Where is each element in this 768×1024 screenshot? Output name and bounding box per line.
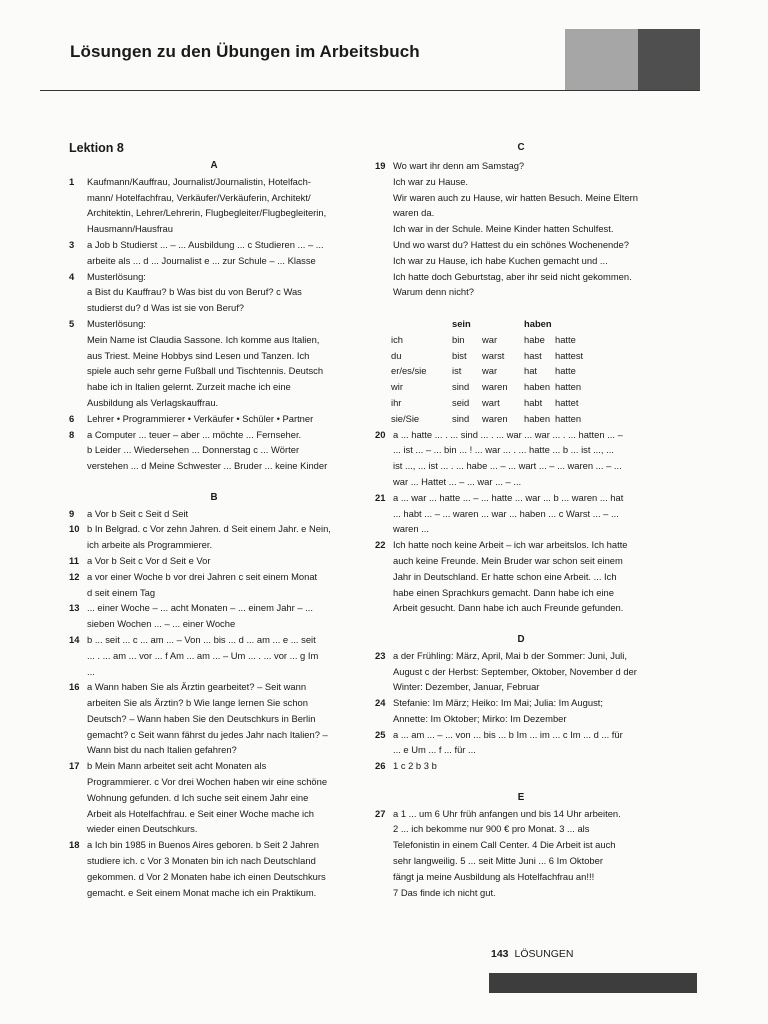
page-title: Lösungen zu den Übungen im Arbeitsbuch (70, 42, 420, 61)
exercise-10 (69, 521, 359, 553)
spacer (375, 616, 667, 632)
exercise-4 (69, 269, 359, 316)
table-cell: seid (452, 396, 470, 408)
table-row (391, 411, 583, 427)
exercise-text: a Computer ... teuer – aber ... möchte ... Fernseher. b Leider ... Wiedersehen ... Donnerstag c ... Wörter verstehen ... d Meine Schwester ... Bruder ... keine Kinder (87, 428, 328, 472)
header-decor-block-dark (638, 29, 700, 90)
exercise-number: 27 (375, 807, 386, 819)
table-header-cell (555, 316, 583, 332)
table-cell: haben (524, 412, 551, 424)
exercise-number: 23 (375, 649, 386, 661)
exercise-number: 16 (69, 681, 80, 693)
exercise-number: 26 (375, 760, 386, 772)
header-decor-block-light (565, 29, 638, 90)
exercise-16 (69, 679, 359, 758)
exercise-number: 22 (375, 539, 386, 551)
table-cell: er/es/sie (391, 365, 427, 377)
exercise-27 (375, 806, 667, 901)
exercise-text: ... einer Woche – ... acht Monaten – ... einem Jahr – ... sieben Wochen ... – ... einer Woche (87, 602, 313, 630)
exercise-text: Musterlösung: Mein Name ist Claudia Sassone. Ich komme aus Italien, aus Triest. Meine Hobbys sind Lesen und Tanzen. Ich spiele auch sehr gerne Fußball und Tischtennis. Deutsch habe ich in Italien gelernt. Zurzeit mache ich eine Ausbildung als Verlagskauffrau. (87, 317, 324, 408)
table-header-sein: sein (452, 317, 471, 329)
table-header-row (391, 316, 583, 332)
exercise-number: 17 (69, 760, 80, 772)
exercise-number: 19 (375, 160, 386, 171)
exercise-text: b In Belgrad. c Vor zehn Jahren. d Seit einem Jahr. e Nein, ich arbeite als Programmierer. (87, 523, 331, 551)
table-cell: ihr (391, 396, 402, 408)
section-e-heading: E (517, 791, 525, 803)
exercise-number: 12 (69, 570, 80, 582)
exercise-6 (69, 411, 359, 427)
table-cell: hattet (555, 396, 579, 408)
page-footer (491, 948, 573, 960)
exercise-text: b ... seit ... c ... am ... – Von ... bis ... d ... am ... e ... seit ... . ... am ... vor ... f Am ... am ... – Um ... . ... vor ... g Im ... (87, 633, 319, 677)
table-cell: war (482, 333, 498, 345)
exercise-text: Ich hatte noch keine Arbeit – ich war arbeitslos. Ich hatte auch keine Freunde. Mein Bruder war schon seit einem Jahr in Deutschland. Er hatte schon eine Arbeit. ... Ich habe einen Sprachkurs gemacht. Dann habe ich eine Arbeit gesucht. Dann habe ich auch Freunde gefunden. (393, 539, 628, 614)
exercise-23 (375, 648, 667, 695)
exercise-1 (69, 174, 359, 237)
exercise-number: 14 (69, 633, 80, 645)
exercise-20 (375, 427, 667, 490)
section-b-heading: B (210, 491, 218, 503)
exercise-5 (69, 316, 359, 411)
exercise-text: Kaufmann/Kauffrau, Journalist/Journalistin, Hotelfach- mann/ Hotelfachfrau, Verkäufer/Verkäuferin, Architekt/ Architektin, Lehrer/Lehrerin, Flugbegleiter/Flugbegleiterin, Hausmann/Hausfrau (87, 175, 327, 235)
exercise-number: 3 (69, 238, 75, 250)
table-header-cell (391, 316, 452, 332)
table-cell: sie/Sie (391, 412, 420, 424)
exercise-14 (69, 632, 359, 679)
exercise-8 (69, 427, 359, 474)
exercise-number: 1 (69, 175, 75, 187)
exercise-9 (69, 506, 359, 522)
table-row (391, 332, 583, 348)
table-cell: habe (524, 333, 545, 345)
exercise-text: a ... am ... – ... von ... bis ... b Im ... im ... c Im ... d ... für ... e Um ... f ... für ... (393, 728, 623, 756)
table-cell: hattest (555, 349, 584, 361)
table-cell: hatte (555, 365, 576, 377)
exercise-number: 8 (69, 428, 75, 440)
table-cell: hat (524, 365, 538, 377)
exercise-text: Stefanie: Im März; Heiko: Im Mai; Julia: Im August; Annette: Im Oktober; Mirko: Im Dezember (393, 697, 603, 724)
exercise-text: 1 c 2 b 3 b (393, 760, 437, 772)
exercise-number: 5 (69, 317, 75, 329)
table-cell: wir (391, 381, 403, 393)
exercise-number: 6 (69, 412, 75, 424)
table-header-cell (482, 316, 524, 332)
exercise-text: a Vor b Seit c Seit d Seit (87, 507, 189, 519)
exercise-text: a ... hatte ... . ... sind ... . ... war ... war ... . ... hatten ... – ... ist ... – ... bin ... ! ... war ... . ... hatte ... b ... ist ..., ... ist ..., ... ist ... . ... habe ... – ... wart ... – ... waren ... – ... war ... Hattet ... – ... war ... – ... (393, 428, 623, 487)
exercise-number: 9 (69, 507, 75, 519)
table-cell: bin (452, 333, 465, 345)
table-cell: sind (452, 412, 470, 424)
exercise-26 (375, 758, 667, 774)
page-number: 143 (491, 948, 509, 960)
lesson-title: Lektion 8 (69, 141, 124, 155)
exercise-number: 25 (375, 728, 386, 740)
table-row (391, 363, 583, 379)
exercise-number: 11 (69, 554, 79, 566)
exercise-text: b Mein Mann arbeitet seit acht Monaten als Programmierer. c Vor drei Wochen haben wir eine schöne Wohnung gefunden. d Ich suche seit einem Jahr eine Arbeit als Hotelfachfrau. e Seit einer Woche mache ich wieder einen Deutschkurs. (87, 760, 328, 835)
footer-label: LÖSUNGEN (514, 948, 574, 960)
spacer (375, 774, 667, 790)
table-cell: bist (452, 349, 467, 361)
exercise-number: 20 (375, 428, 386, 440)
table-cell: habt (524, 396, 543, 408)
exercise-text: Lehrer • Programmierer • Verkäufer • Schüler • Partner (87, 412, 314, 424)
exercise-text: a Ich bin 1985 in Buenos Aires geboren. b Seit 2 Jahren studiere ich. c Vor 3 Monaten bin ich nach Deutschland gekommen. d Vor 2 Monaten habe ich einen Deutschkurs gemacht. e Seit einem Monat mache ich ein Praktikum. (87, 839, 326, 898)
spacer (69, 474, 359, 490)
table-cell: warst (482, 349, 505, 361)
table-cell: ist (452, 365, 462, 377)
table-cell: du (391, 349, 402, 361)
table-cell: hatten (555, 412, 582, 424)
table-header-haben: haben (524, 317, 552, 329)
exercise-21 (375, 490, 667, 537)
exercise-number: 21 (375, 491, 386, 503)
exercise-22 (375, 537, 667, 616)
exercise-number: 18 (69, 839, 80, 851)
table-cell: hast (524, 349, 542, 361)
table-cell: waren (482, 412, 508, 424)
exercise-text: a vor einer Woche b vor drei Jahren c seit einem Monat d seit einem Tag (87, 570, 318, 598)
exercise-number: 24 (375, 697, 386, 709)
table-row (391, 348, 583, 364)
footer-decor-bar (489, 973, 697, 993)
exercise-number: 10 (69, 523, 80, 535)
exercise-text: a Wann haben Sie als Ärztin gearbeitet? – Seit wann arbeiten Sie als Ärztin? b Wie lange lernen Sie schon Deutsch? – Wann haben Sie den Deutschkurs in Berlin gemacht? c Seit wann fährst du jedes Jahr nach Italien? – Wann bist du nach Italien gefahren? (87, 681, 328, 756)
section-c-heading: C (517, 142, 525, 153)
table-row (391, 395, 583, 411)
exercise-number: 4 (69, 270, 75, 282)
table-cell: wart (482, 396, 500, 408)
spacer (375, 300, 667, 316)
table-cell: ich (391, 333, 403, 345)
exercise-text: Wo wart ihr denn am Samstag? Ich war zu Hause. Wir waren auch zu Hause, wir hatten Besuch. Meine Eltern waren da. Ich war in der Schule. Meine Kinder hatten Schulfest. Und wo warst du? Hattest du ein schönes Wochenende? Ich war zu Hause, ich habe Kuchen gemacht und ... Ich hatte doch Geburtstag, aber ihr seid nicht gekommen. Warum denn nicht? (393, 160, 638, 298)
exercise-13 (69, 600, 359, 632)
right-column (375, 140, 667, 900)
exercise-19 (375, 158, 667, 300)
section-d-heading: D (517, 633, 525, 645)
table-cell: sind (452, 381, 470, 393)
left-column (69, 140, 359, 900)
header-rule (40, 90, 700, 91)
table-cell: hatten (555, 381, 582, 393)
exercise-number: 13 (69, 602, 80, 614)
table-cell: haben (524, 381, 551, 393)
table-cell: waren (482, 381, 508, 393)
exercise-18 (69, 837, 359, 900)
exercise-25 (375, 727, 667, 759)
table-cell: hatte (555, 333, 576, 345)
exercise-text: Musterlösung: a Bist du Kauffrau? b Was bist du von Beruf? c Was studierst du? d Was ist sie von Beruf? (87, 270, 302, 314)
exercise-text: a Vor b Seit c Vor d Seit e Vor (87, 554, 211, 566)
exercise-text: a Job b Studierst ... – ... Ausbildung ... c Studieren ... – ... arbeite als ... d ... Journalist e ... zur Schule – ... Klasse (87, 238, 324, 266)
exercise-24 (375, 695, 667, 727)
table-cell: war (482, 365, 498, 377)
conjugation-table (391, 316, 583, 427)
exercise-11 (69, 553, 359, 569)
exercise-17 (69, 758, 359, 837)
table-row (391, 379, 583, 395)
section-a-heading: A (210, 160, 218, 171)
exercise-3 (69, 237, 359, 269)
exercise-text: a ... war ... hatte ... – ... hatte ... war ... b ... waren ... hat ... habt ... – ... waren ... war ... haben ... c Warst ... – ... waren ... (393, 491, 624, 535)
exercise-text: a 1 ... um 6 Uhr früh anfangen und bis 14 Uhr arbeiten. 2 ... ich bekomme nur 900 € pro Monat. 3 ... als Telefonistin in einem Call Center. 4 Die Arbeit ist auch sehr langweilig. 5 ... seit Mitte Juni ... 6 Im Oktober fängt ja meine Ausbildung als Hotelfachfrau an!!! 7 Das finde ich nicht gut. (393, 807, 621, 898)
exercise-text: a der Frühling: März, April, Mai b der Sommer: Juni, Juli, August c der Herbst: September, Oktober, November d der Winter: Dezember, Januar, Februar (393, 649, 637, 693)
exercise-12 (69, 569, 359, 601)
